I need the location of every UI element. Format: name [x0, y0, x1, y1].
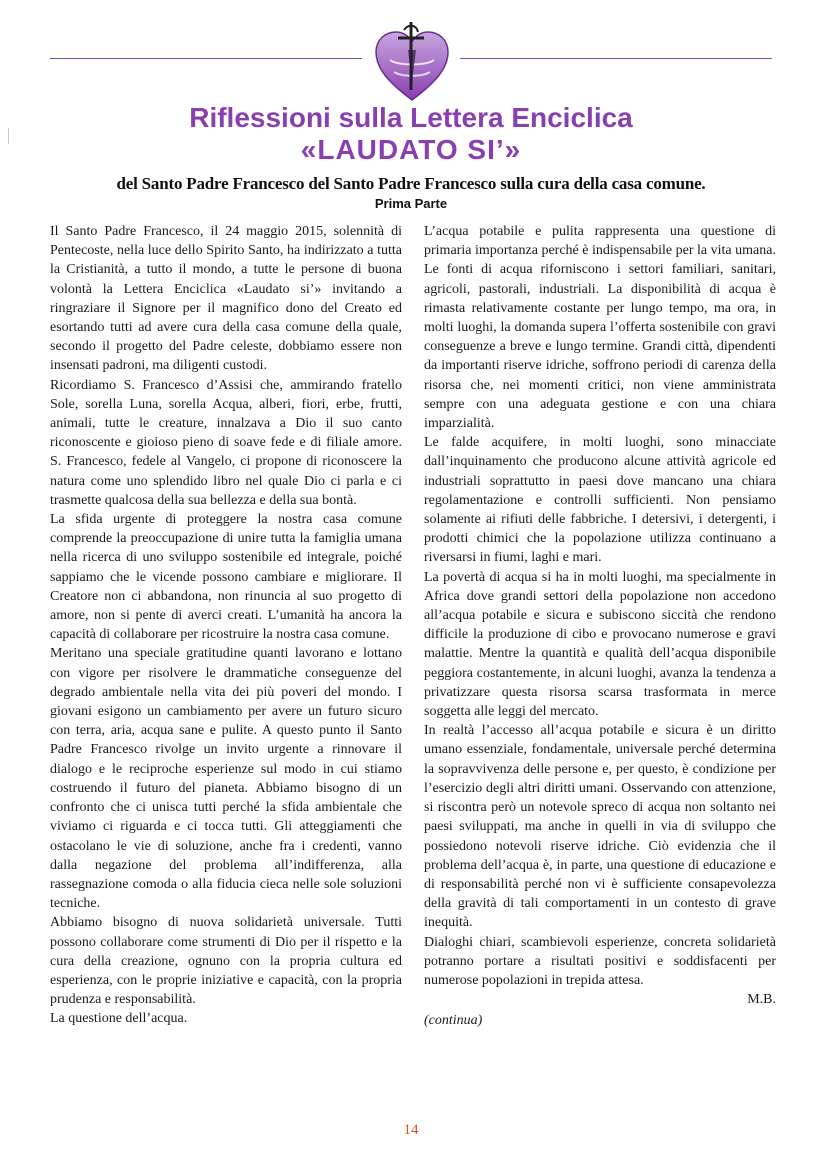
continued-note: (continua) [424, 1013, 483, 1029]
author-signature: M.B. [747, 992, 776, 1008]
paragraph: Le falde acquifere, in molti luoghi, sono minacciate dall’inquinamento che producono alcune attività agricole ed industriali soprattutto in paesi dove mancano una chiara regolamentazione e controlli sufficienti. Non pensiamo solamente ai rifiuti delle fabbriche. I detersivi, i detergenti, i prodotti chimici che la popolazione utilizza continuano a riversarsi in fiumi, laghi e mari. [424, 435, 776, 566]
paragraph: La povertà di acqua si ha in molti luoghi, ma specialmente in Africa dove grandi settori della popolazione non accedono all’acqua potabile e sicura e subiscono siccità che rendono difficile la produzione di cibo e provocano numerose e gravi malattie. Mentre la quantità e qualità dell’acqua disponibile peggiora costantemente, in alcuni luoghi, avanza la tendenza a privatizzare questa risorsa scarsa trasformata in merce soggetta alle leggi del mercato. [424, 569, 776, 720]
paragraph: Il Santo Padre Francesco, il 24 maggio 2015, solennità di Pentecoste, nella luce dello Spirito Santo, ha indirizzato a tutta la Cristianità, a tutto il mondo, a tutte le persone di buona volontà la Lettera Enciclica «Laudato si’» invitando a ringraziare il Signore per il magnifico dono del Creato ed esortando tutti ad avere cura della casa comune della quale, secondo il progetto del Padre celeste, dobbiamo essere non insensati padroni, ma diligenti custodi. [50, 224, 402, 374]
heart-cross-logo-icon [368, 20, 456, 106]
section-heading-water: La questione dell’acqua. [50, 1011, 188, 1027]
header-rule-left [50, 58, 362, 59]
paragraph: La sfida urgente di proteggere la nostra casa comune comprende la preoccupazione di unire tutta la famiglia umana nella ricerca di uno sviluppo sostenibile ed integrale, poiché sappiamo che le vicende possono cambiare e migliorare. Il Creatore non ci abbandona, non rinuncia al suo progetto di amore, non si pente di averci creati. L’umanità ha ancora la capacità di collaborare per ricostruire la nostra casa comune. [50, 512, 402, 643]
article-title: Riflessioni sulla Lettera Enciclica [189, 102, 633, 133]
paragraph: Meritano una speciale gratitudine quanti lavorano e lottano con vigore per risolvere le drammatiche conseguenze del degrado ambientale nella vita dei più poveri del mondo. I giovani esigono un cambiamento per avere un futuro sicuro con terra, aria, acqua sane e pulite. A questo punto il Santo Padre Francesco rivolge un invito urgente a rinnovare il dialogo e le reciproche esperienze sul modo in cui stiamo costruendo il futuro del pianeta. Abbiamo bisogno di un confronto che ci unisca tutti perché la sfida ambientale che viviamo ci riguarda e ci tocca tutti. Gli atteggiamenti che ostacolano le vie di soluzione, anche fra i credenti, vanno dalla negazione del problema all’indifferenza, alla rassegnazione comoda o alla fiducia cieca nelle sole soluzioni tecniche. [50, 646, 402, 912]
text-column-right [424, 222, 776, 1031]
paragraph: Dialoghi chiari, scambievoli esperienze, concreta solidarietà potranno portare a risultati positivi e soddisfacenti per numerose popolazioni in trepida attesa. [424, 934, 776, 988]
text-column-left [50, 222, 402, 1029]
page-number: 14 [403, 1122, 419, 1138]
article-title-encyclical: «LAUDATO SI’» [300, 134, 522, 165]
paragraph: Ricordiamo S. Francesco d’Assisi che, ammirando fratello Sole, sorella Luna, sorella Acqua, alberi, fiori, erbe, frutti, animali, tutte le creature, innalzava a Dio il suo canto riconoscente e gioioso pieno di soave fede e di filiale amore. S. Francesco, fedele al Vangelo, ci propone di riconoscere la natura come uno splendido libro nel quale Dio ci parla e ci trasmette qualcosa della sua bellezza e della sua bontà. [50, 377, 402, 508]
article-subtitle: del Santo Padre Francesco del Santo Padre Francesco sulla cura della casa comune. [116, 174, 706, 193]
header-rule-right [460, 58, 772, 59]
paragraph: Abbiamo bisogno di nuova solidarietà universale. Tutti possono collaborare come strumenti di Dio per il rispetto e la cura della creazione, ognuno con la propria cultura ed esperienza, con le proprie iniziative e capacità, con la propria prudenza e responsabilità. [50, 915, 402, 1008]
article-part-label: Prima Parte [374, 196, 448, 211]
paragraph: In realtà l’accesso all’acqua potabile e sicura è un diritto umano essenziale, fondamentale, universale perché determina la sopravvivenza delle persone e, per questo, è condizione per l’esercizio degli altri diritti umani. Osservando con attenzione, si riscontra però un notevole spreco di acqua non soltanto nei paesi sviluppati, ma anche in quelli in via di sviluppo che possiedono notevoli riserve idriche. Ciò evidenzia che il problema dell’acqua è, in parte, una questione di educazione e di responsabilità perché non vi è sufficiente consapevolezza della gravità di tali comportamenti in un contesto di grave inequità. [424, 723, 776, 931]
paragraph: L’acqua potabile e pulita rappresenta una questione di primaria importanza perché è indispensabile per la vita umana. Le fonti di acqua riforniscono i settori familiari, sanitari, agricoli, pastorali, industriali. La disponibilità di acqua è rimasta relativamente costante per lungo tempo, ma ora, in molti luoghi, la domanda supera l’offerta sostenibile con gravi conseguenze a breve e lungo termine. Grandi città, dipendenti da importanti riserve idriche, soffrono periodi di carenza della risorsa che, nei momenti critici, non viene amministrata sempre con una adeguata gestione e con una chiara imparzialità. [424, 224, 776, 432]
